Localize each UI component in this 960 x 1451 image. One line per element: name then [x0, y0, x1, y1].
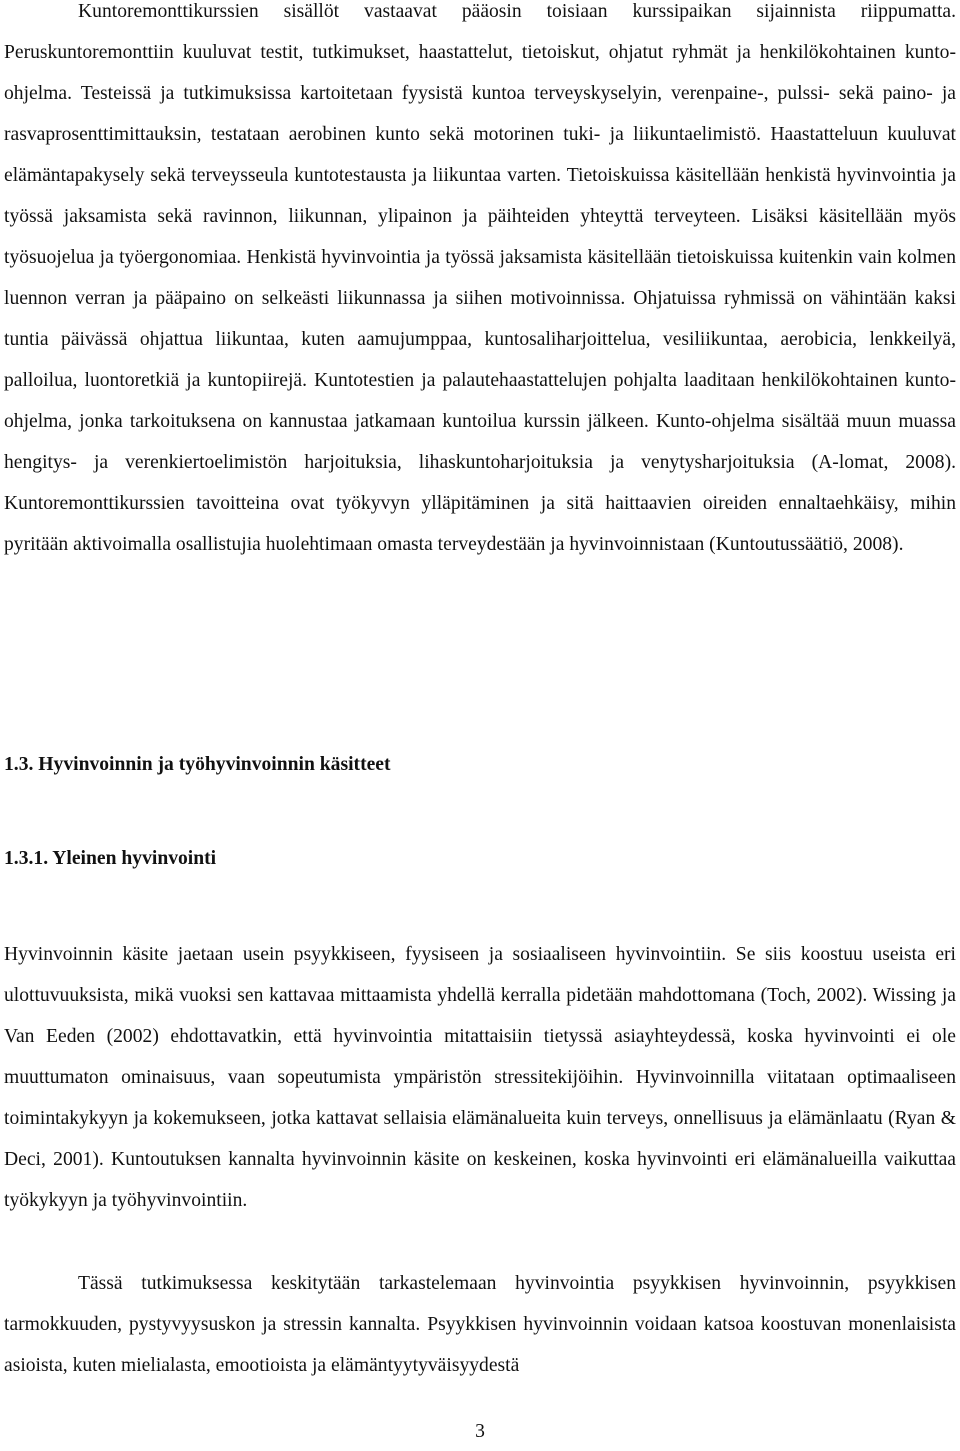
subsection-heading: 1.3.1. Yleinen hyvinvointi: [4, 848, 217, 869]
page-number: 3: [475, 1421, 485, 1442]
body-paragraph: Kuntoremonttikurssien sisällöt vastaavat pääosin toisiaan kurssipaikan sijainnista riippumatta. Peruskuntoremonttiin kuuluvat testit, tutkimukset, haastattelut, tietoiskut, ohjatut ryhmät ja henkilökohtainen kunto-ohjelma. Testeissä ja tutkimuksissa kartoitetaan fyysistä kuntoa terveyskyselyin, verenpaine-, pulssi- sekä paino- ja rasvaprosenttimittauksin, testataan aerobinen kunto sekä motorinen tuki- ja liikuntaelimistö. Haastatteluun kuuluvat elämäntapakysely sekä terveysseula kuntotestausta ja liikuntaa varten. Tietoiskuissa käsitellään henkistä hyvinvointia ja työssä jaksamista sekä ravinnon, liikunnan, ylipainon ja päihteiden yhteyttä terveyteen. Lisäksi käsitellään myös työsuojelua ja työergonomiaa. Henkistä hyvinvointia ja työssä jaksamista käsitellään tietoiskuissa kuitenkin vain kolmen luennon verran ja pääpaino on selkeästi liikunnassa ja siihen motivoinnissa. Ohjatuissa ryhmissä on vähintään kaksi tuntia päivässä ohjattua liikuntaa, kuten aamujumppaa, kuntosaliharjoittelua, vesiliikuntaa, aerobicia, lenkkeilyä, palloilua, luontoretkiä ja kuntopiirejä. Kuntotestien ja palautehaastattelujen pohjalta laaditaan henkilökohtainen kunto-ohjelma, jonka tarkoituksena on kannustaa jatkamaan kuntoilua kurssin jälkeen. Kunto-ohjelma sisältää muun muassa hengitys- ja verenkiertoelimistön harjoituksia, lihaskuntoharjoituksia ja venytysharjoituksia (A-lomat, 2008). Kuntoremonttikurssien tavoitteina ovat työkyvyn ylläpitäminen ja sitä haittaavien oireiden ennaltaehkäisy, mihin pyritään aktivoimalla osallistujia huolehtimaan omasta terveydestään ja hyvinvoinnistaan (Kuntoutussäätiö, 2008).: [4, 1, 956, 555]
body-paragraph: Tässä tutkimuksessa keskitytään tarkastelemaan hyvinvointia psyykkisen hyvinvoinnin, psyykkisen tarmokkuuden, pystyvyysuskon ja stressin kannalta. Psyykkisen hyvinvoinnin voidaan katsoa koostuvan monenlaisista asioista, kuten mielialasta, emootioista ja elämäntyytyväisyydestä: [4, 1273, 956, 1376]
section-heading: 1.3. Hyvinvoinnin ja työhyvinvoinnin käsitteet: [4, 754, 391, 775]
body-paragraph: Hyvinvoinnin käsite jaetaan usein psyykkiseen, fyysiseen ja sosiaaliseen hyvinvointiin. Se siis koostuu useista eri ulottuvuuksista, mikä vuoksi sen kattavaa mittaamista yhdellä kerralla pidetään mahdottomana (Toch, 2002). Wissing ja Van Eeden (2002) ehdottavatkin, että hyvinvointia mitattaisiin tietyssä asiayhteydessä, koska hyvinvointi ei ole muuttumaton ominaisuus, vaan sopeutumista ympäristön stressitekijöihin. Hyvinvoinnilla viitataan optimaaliseen toimintakykyyn ja kokemukseen, jotka kattavat sellaisia elämänalueita kuin terveys, onnellisuus ja elämänlaatu (Ryan & Deci, 2001). Kuntoutuksen kannalta hyvinvoinnin käsite on keskeinen, koska hyvinvointi eri elämänalueilla vaikuttaa työkykyyn ja työhyvinvointiin.: [4, 944, 956, 1211]
